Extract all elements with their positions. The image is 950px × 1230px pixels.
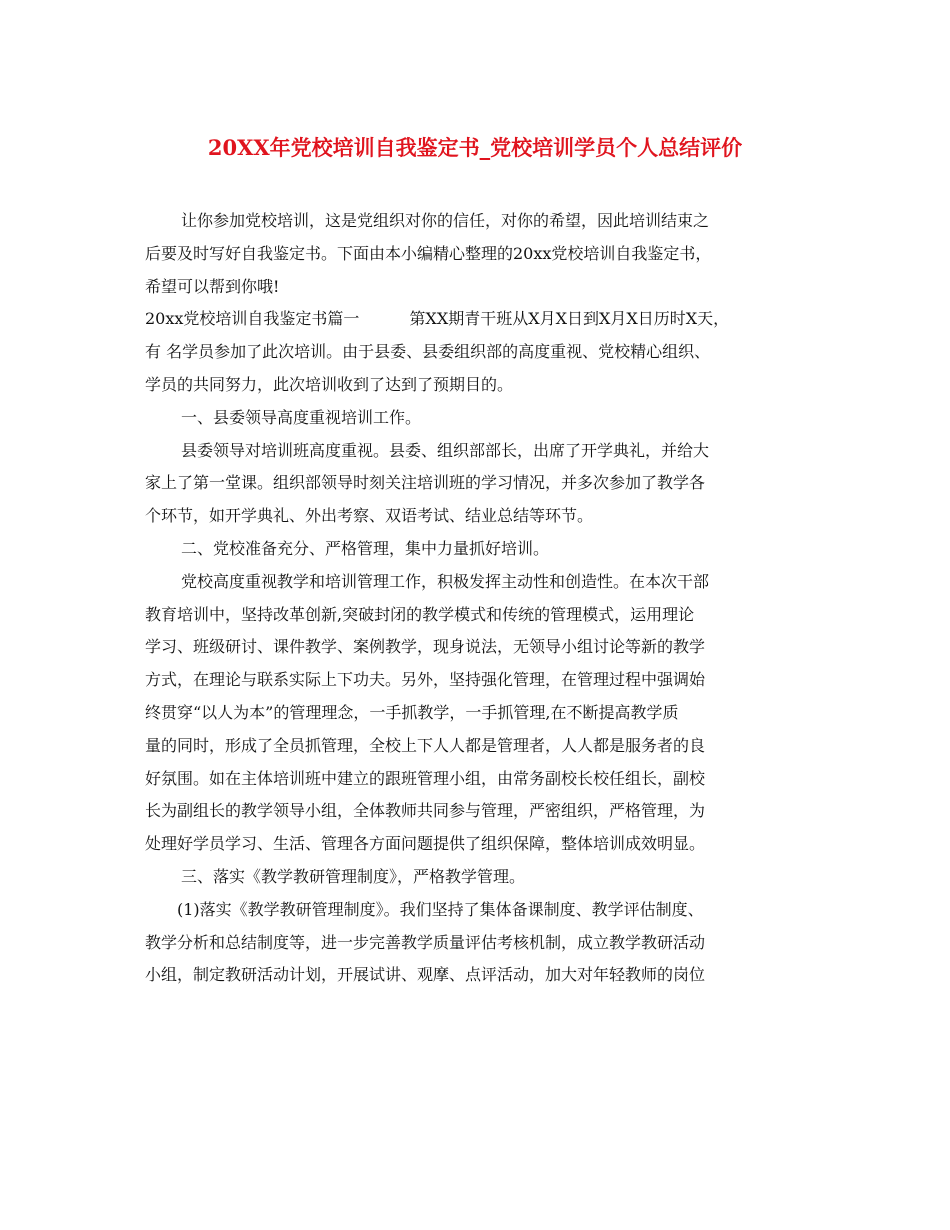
document-body bbox=[145, 205, 805, 992]
paragraph-line: 后要及时写好自我鉴定书。下面由本小编精心整理的20xx党校培训自我鉴定书， bbox=[145, 243, 712, 263]
paragraph-line: 小组，制定教研活动计划，开展试讲、观摩、点评活动，加大对年轻教师的岗位 bbox=[145, 965, 706, 985]
paragraph-text: 第XX期青干班从X月X日到X月X日历时X天， bbox=[409, 309, 730, 329]
section-heading: 20xx党校培训自我鉴定书篇一 bbox=[145, 309, 360, 329]
paragraph-line: 方式，在理论与联系实际上下功夫。另外，坚持强化管理，在管理过程中强调始 bbox=[145, 670, 706, 690]
paragraph-line: 希望可以帮到你哦! bbox=[145, 276, 280, 296]
paragraph-line: 家上了第一堂课。组织部领导时刻关注培训班的学习情况，并多次参加了教学各 bbox=[145, 473, 706, 493]
paragraph-line: 学员的共同努力，此次培训收到了达到了预期目的。 bbox=[145, 374, 514, 394]
paragraph-line: 学习、班级研讨、课件教学、案例教学，现身说法，无领导小组讨论等新的教学 bbox=[145, 637, 706, 657]
paragraph-line: 个环节，如开学典礼、外出考察、双语考试、结业总结等环节。 bbox=[145, 506, 594, 526]
paragraph-line: 党校高度重视教学和培训管理工作，积极发挥主动性和创造性。在本次干部 bbox=[181, 571, 710, 591]
paragraph-line: 处理好学员学习、生活、管理各方面问题提供了组织保障，整体培训成效明显。 bbox=[145, 834, 706, 854]
document-title: 20XX年党校培训自我鉴定书_党校培训学员个人总结评价 bbox=[207, 135, 743, 160]
paragraph-line: 有 名学员参加了此次培训。由于县委、县委组织部的高度重视、党校精心组织、 bbox=[145, 342, 711, 362]
paragraph-line: 让你参加党校培训，这是党组织对你的信任，对你的希望，因此培训结束之 bbox=[181, 211, 710, 230]
paragraph-line: 县委领导对培训班高度重视。县委、组织部部长，出席了开学典礼，并给大 bbox=[181, 440, 710, 460]
section-heading: 三、落实《教学教研管理制度》，严格教学管理。 bbox=[181, 866, 526, 886]
paragraph-line: (1)落实《教学教研管理制度》。我们坚持了集体备课制度、教学评估制度、 bbox=[177, 899, 704, 919]
paragraph-line: 量的同时，形成了全员抓管理，全校上下人人都是管理者，人人都是服务者的良 bbox=[145, 735, 706, 755]
paragraph-line: 教学分析和总结制度等，进一步完善教学质量评估考核机制，成立教学教研活动 bbox=[145, 932, 706, 952]
section-heading: 二、党校准备充分、严格管理，集中力量抓好培训。 bbox=[181, 538, 550, 558]
paragraph-line: 教育培训中，坚持改革创新,突破封闭的教学模式和传统的管理模式，运用理论 bbox=[145, 604, 695, 624]
paragraph-line bbox=[145, 303, 805, 336]
paragraph-line: 好氛围。如在主体培训班中建立的跟班管理小组，由常务副校长校任组长，副校 bbox=[145, 768, 706, 788]
section-heading: 一、县委领导高度重视培训工作。 bbox=[181, 407, 422, 427]
paragraph-line: 终贯穿“以人为本”的管理理念，一手抓教学，一手抓管理,在不断提高教学质 bbox=[145, 702, 679, 722]
paragraph-line: 长为副组长的教学领导小组，全体教师共同参与管理，严密组织，严格管理，为 bbox=[145, 801, 706, 821]
